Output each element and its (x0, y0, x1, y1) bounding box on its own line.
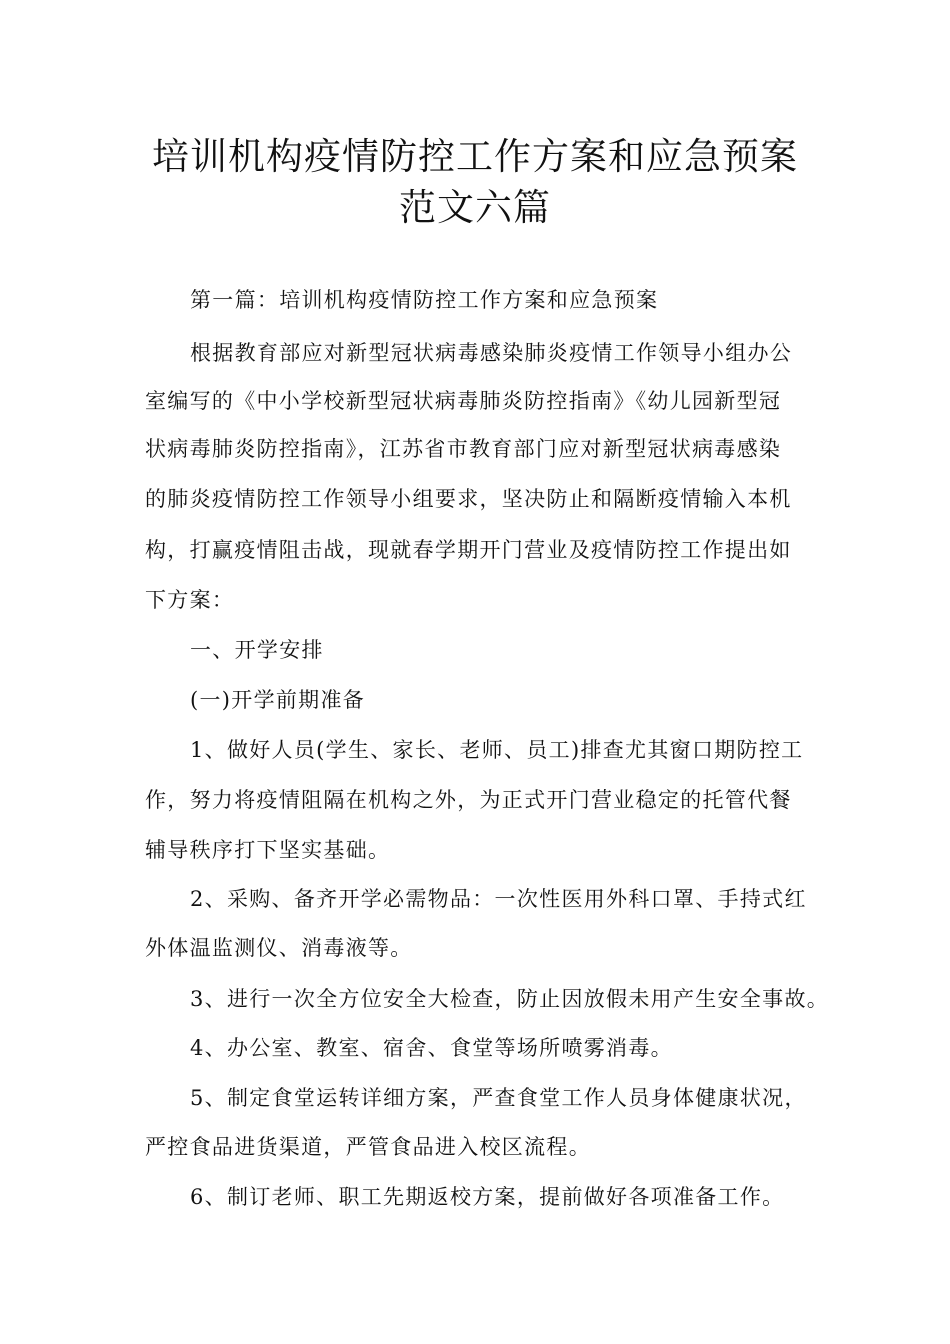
item-5-line-1: 5、制定食堂运转详细方案，严查食堂工作人员身体健康状况， (190, 1086, 807, 1110)
intro-line-5: 构，打赢疫情阻击战，现就春学期开门营业及疫情防控工作提出如 (145, 538, 792, 562)
part-heading: 一、开学安排 (190, 638, 324, 662)
item-4: 4、办公室、教室、宿舍、食堂等场所喷雾消毒。 (190, 1036, 673, 1060)
item-2-line-2: 外体温监测仪、消毒液等。 (145, 936, 413, 960)
item-1-line-2: 作，努力将疫情阻隔在机构之外，为正式开门营业稳定的托管代餐 (145, 788, 792, 812)
item-2-line-1: 2、采购、备齐开学必需物品：一次性医用外科口罩、手持式红 (190, 887, 807, 911)
document-title-line-2: 范文六篇 (399, 186, 551, 229)
intro-line-1: 根据教育部应对新型冠状病毒感染肺炎疫情工作领导小组办公 (190, 341, 793, 365)
item-6: 6、制订老师、职工先期返校方案，提前做好各项准备工作。 (190, 1185, 785, 1209)
section-heading: 第一篇：培训机构疫情防控工作方案和应急预案 (190, 288, 659, 312)
sub-heading: (一)开学前期准备 (190, 688, 366, 712)
intro-line-4: 的肺炎疫情防控工作领导小组要求，坚决防止和隔断疫情输入本机 (145, 487, 792, 511)
intro-line-3: 状病毒肺炎防控指南》，江苏省市教育部门应对新型冠状病毒感染 (145, 437, 782, 461)
item-3: 3、进行一次全方位安全大检查，防止因放假未用产生安全事故。 (190, 987, 830, 1011)
intro-line-6: 下方案： (145, 588, 235, 612)
item-5-line-2: 严控食品进货渠道，严管食品进入校区流程。 (145, 1135, 591, 1159)
item-1-line-3: 辅导秩序打下坚实基础。 (145, 838, 391, 862)
item-1-line-1: 1、做好人员(学生、家长、老师、员工)排查尤其窗口期防控工 (190, 738, 804, 762)
intro-line-2: 室编写的《中小学校新型冠状病毒肺炎防控指南》《幼儿园新型冠 (145, 389, 782, 413)
document-title-line-1: 培训机构疫情防控工作方案和应急预案 (152, 135, 798, 178)
